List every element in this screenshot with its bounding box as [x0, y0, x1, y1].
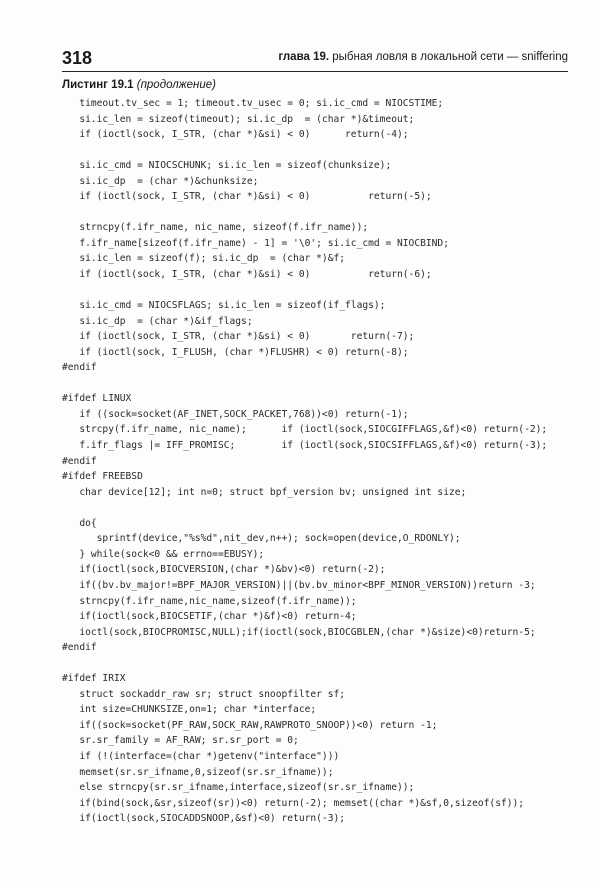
code-line: if (ioctl(sock, I_STR, (char *)&si) < 0) return(-7); — [62, 331, 415, 343]
code-line: memset(sr.sr_ifname,0,sizeof(sr.sr_ifname)); — [62, 766, 334, 778]
code-line: if (ioctl(sock, I_STR, (char *)&si) < 0) return(-6); — [62, 269, 432, 281]
code-line: ioctl(sock,BIOCPROMISC,NULL);if(ioctl(sock,BIOCGBLEN,(char *)&size)<0)return-5; — [62, 626, 536, 638]
code-line: if(bind(sock,&sr,sizeof(sr))<0) return(-2); memset((char *)&sf,0,sizeof(sf)); — [62, 797, 525, 809]
code-line: strncpy(f.ifr_name,nic_name,sizeof(f.ifr_name)); — [62, 595, 357, 607]
code-line: timeout.tv_sec = 1; timeout.tv_usec = 0; si.ic_cmd = NIOCSTIME; — [62, 98, 444, 109]
code-line: #ifdef IRIX — [62, 673, 126, 685]
code-line — [62, 376, 568, 392]
code-line: f.ifr_name[sizeof(f.ifr_name) - 1] = '\0'; si.ic_cmd = NIOCBIND; — [62, 237, 449, 249]
code-line: si.ic_dp = (char *)&if_flags; — [62, 315, 253, 327]
listing-note: (продолжение) — [133, 79, 216, 91]
code-line: if((bv.bv_major!=BPF_MAJOR_VERSION)||(bv.bv_minor<BPF_MINOR_VERSION))return -3; — [62, 579, 536, 591]
code-line: sprintf(device,"%s%d",nit_dev,n++); sock=open(device,O_RDONLY); — [62, 533, 461, 545]
page-number: 318 — [62, 48, 93, 68]
code-line: if (ioctl(sock, I_STR, (char *)&si) < 0) return(-5); — [62, 191, 432, 203]
code-line: if(ioctl(sock,BIOCSETIF,(char *)&f)<0) return-4; — [62, 611, 357, 623]
header-rule — [62, 71, 568, 72]
running-head — [278, 51, 568, 63]
code-line: char device[12]; int n=0; struct bpf_version bv; unsigned int size; — [62, 486, 467, 498]
code-line: #endif — [62, 362, 97, 374]
listing-caption — [62, 79, 216, 91]
code-listing — [62, 96, 568, 827]
code-line: if (!(interface=(char *)getenv("interface"))) — [62, 750, 340, 762]
code-line: if(ioctl(sock,SIOCADDSNOOP,&sf)<0) return(-3); — [62, 813, 346, 825]
code-line: if (ioctl(sock, I_FLUSH, (char *)FLUSHR) < 0) return(-8); — [62, 346, 409, 358]
code-line — [62, 500, 568, 516]
code-line: f.ifr_flags |= IFF_PROMISC; if (ioctl(sock,SIOCSIFFLAGS,&f)<0) return(-3); — [62, 440, 548, 452]
code-line: si.ic_dp = (char *)&chunksize; — [62, 175, 259, 187]
code-line: si.ic_cmd = NIOCSFLAGS; si.ic_len = sizeof(if_flags); — [62, 300, 386, 312]
chapter-title: рыбная ловля в локальной сети — sniffering — [329, 51, 568, 63]
code-line: #endif — [62, 642, 97, 654]
code-line: #ifdef FREEBSD — [62, 471, 143, 483]
code-line: si.ic_len = sizeof(timeout); si.ic_dp = (char *)&timeout; — [62, 113, 415, 125]
code-line: struct sockaddr_raw sr; struct snoopfilter sf; — [62, 688, 346, 700]
code-line — [62, 205, 568, 221]
code-line: int size=CHUNKSIZE,on=1; char *interface; — [62, 704, 317, 716]
code-line: if (ioctl(sock, I_STR, (char *)&si) < 0) return(-4); — [62, 129, 409, 141]
code-line: si.ic_len = sizeof(f); si.ic_dp = (char *)&f; — [62, 253, 346, 265]
code-line: #ifdef LINUX — [62, 393, 132, 405]
page-header — [62, 48, 568, 70]
code-line — [62, 656, 568, 672]
code-line: if ((sock=socket(AF_INET,SOCK_PACKET,768))<0) return(-1); — [62, 408, 409, 420]
code-line: strcpy(f.ifr_name, nic_name); if (ioctl(sock,SIOCGIFFLAGS,&f)<0) return(-2); — [62, 424, 548, 436]
code-line: sr.sr_family = AF_RAW; sr.sr_port = 0; — [62, 735, 299, 747]
code-line — [62, 143, 568, 159]
code-line: #endif — [62, 455, 97, 467]
code-line: si.ic_cmd = NIOCSCHUNK; si.ic_len = sizeof(chunksize); — [62, 160, 392, 172]
code-line — [62, 283, 568, 299]
code-line: do{ — [62, 517, 97, 529]
listing-label: Листинг 19.1 — [62, 79, 134, 91]
code-line: if((sock=socket(PF_RAW,SOCK_RAW,RAWPROTO_SNOOP))<0) return -1; — [62, 719, 438, 731]
code-line: } while(sock<0 && errno==EBUSY); — [62, 548, 265, 560]
chapter-label: глава 19. — [278, 51, 330, 63]
code-line: if(ioctl(sock,BIOCVERSION,(char *)&bv)<0) return(-2); — [62, 564, 386, 576]
code-line: else strncpy(sr.sr_ifname,interface,sizeof(sr.sr_ifname)); — [62, 782, 415, 794]
code-line: strncpy(f.ifr_name, nic_name, sizeof(f.ifr_name)); — [62, 222, 369, 234]
